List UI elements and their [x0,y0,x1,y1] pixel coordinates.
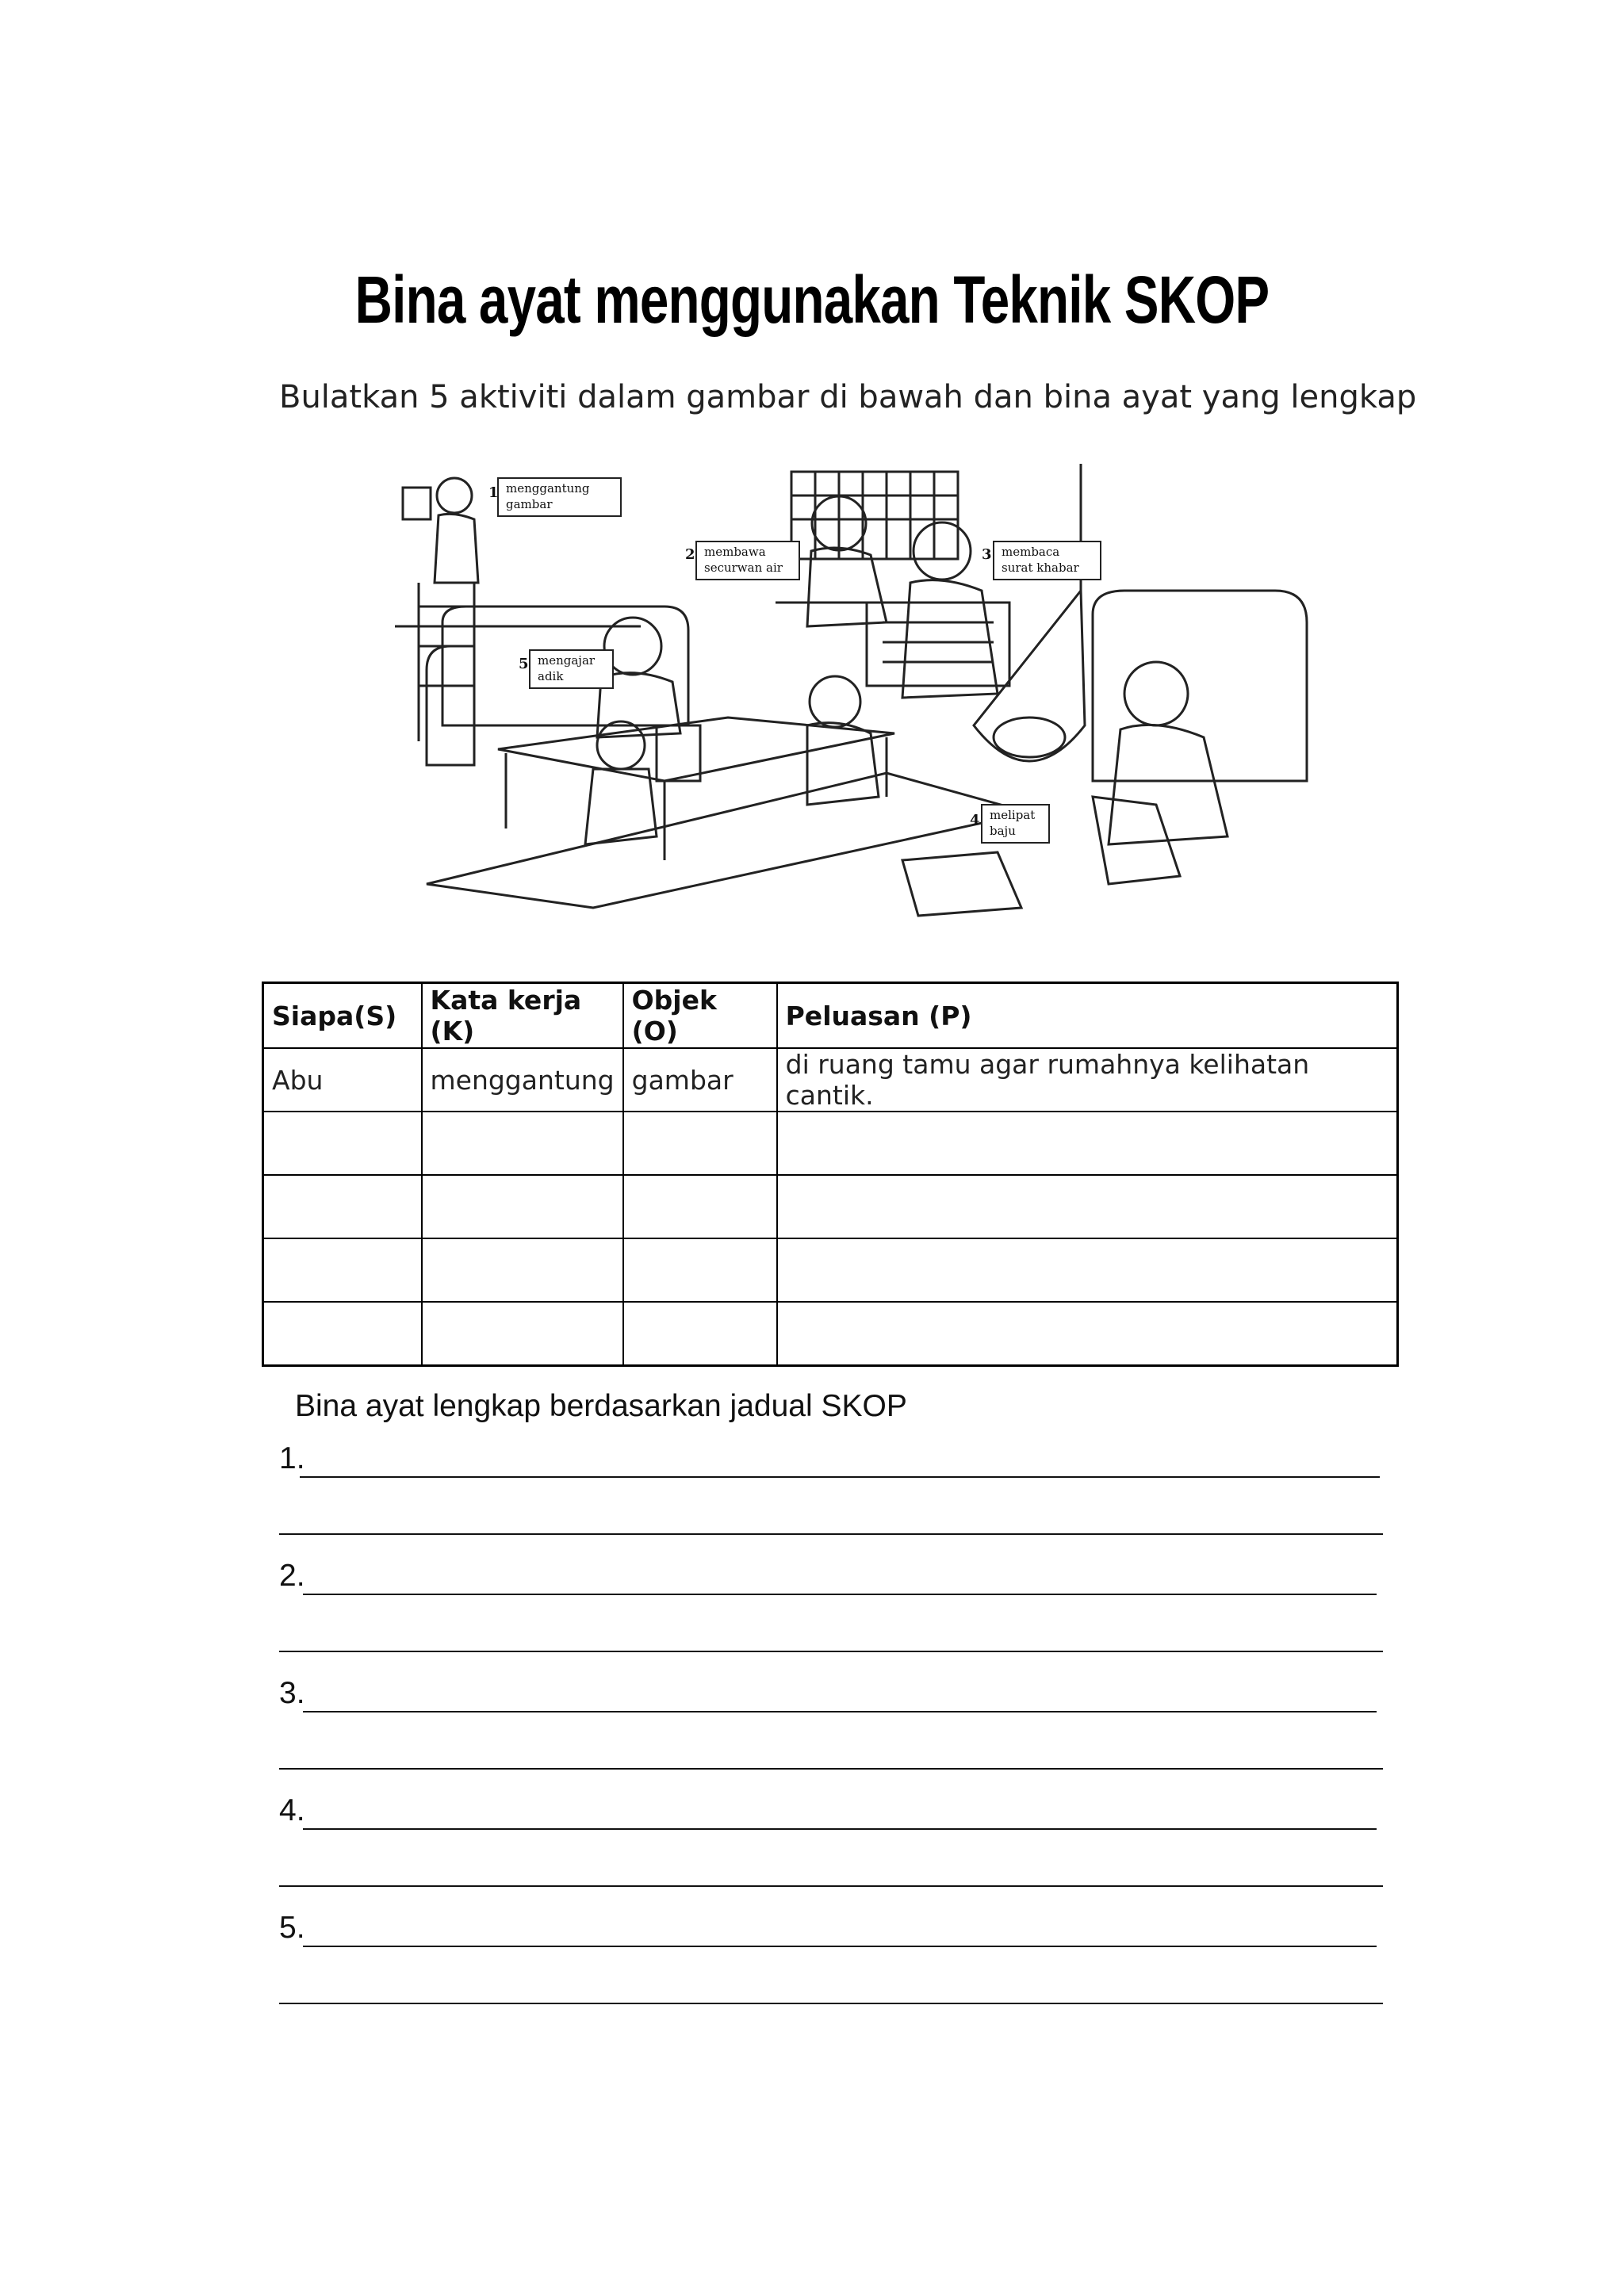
cell-peluasan[interactable] [777,1238,1398,1302]
cell-siapa[interactable] [263,1302,422,1366]
answer-line[interactable] [300,1476,1380,1478]
picture-frame [403,488,431,519]
sentence-number: 3. [279,1676,305,1710]
label-2-line1: membawa [704,545,766,559]
sentence-number: 4. [279,1793,305,1827]
folded-clothes [1093,797,1180,884]
cell-kata-kerja[interactable] [422,1238,623,1302]
header-siapa: Siapa(S) [263,983,422,1049]
cell-objek[interactable] [623,1238,777,1302]
header-objek: Objek (O) [623,983,777,1049]
answer-line[interactable] [279,1533,1383,1535]
cell-siapa[interactable] [263,1112,422,1175]
label-4-line2: baju [990,824,1016,838]
sentence-number: 2. [279,1559,305,1593]
page-title: Bina ayat menggunakan Teknik SKOP [354,262,1270,337]
cell-objek[interactable] [623,1302,777,1366]
label-4-num: 4 [970,812,980,828]
skop-table [262,982,1399,1367]
label-5-line2: adik [538,669,564,683]
label-2-num: 2 [685,546,695,563]
answer-line[interactable] [279,1768,1383,1770]
cell-peluasan[interactable] [777,1302,1398,1366]
table-row [263,1302,1398,1366]
header-kata-kerja: Kata kerja (K) [422,983,623,1049]
answer-line[interactable] [303,1946,1377,1947]
label-3-line1: membaca [1002,545,1060,559]
table-row [263,1175,1398,1238]
cell-kata-kerja[interactable] [422,1112,623,1175]
sentence-number: 1. [279,1441,305,1475]
label-1-line1: menggantung [506,481,590,496]
table-row [263,1048,1398,1112]
answer-line[interactable] [279,2003,1383,2004]
cell-siapa: Abu [263,1048,422,1112]
sentences-heading: Bina ayat lengkap berdasarkan jadual SKOP [295,1389,907,1423]
cell-kata-kerja[interactable] [422,1175,623,1238]
cell-peluasan: di ruang tamu agar rumahnya kelihatan cantik. [777,1048,1398,1112]
cell-peluasan[interactable] [777,1175,1398,1238]
cell-objek: gambar [623,1048,777,1112]
newspaper [867,603,1009,686]
cell-kata-kerja[interactable] [422,1302,623,1366]
answer-line[interactable] [303,1828,1377,1830]
answer-line[interactable] [303,1594,1377,1595]
table-row [263,1112,1398,1175]
header-peluasan: Peluasan (P) [777,983,1398,1049]
cell-peluasan[interactable] [777,1112,1398,1175]
label-5-line1: mengajar [538,653,596,668]
table-row [263,1238,1398,1302]
table-header-row [263,983,1398,1049]
instruction-text: Bulatkan 5 aktiviti dalam gambar di bawah dan bina ayat yang lengkap [279,379,1417,415]
baby-cradle [974,591,1085,761]
cell-kata-kerja: menggantung [422,1048,623,1112]
label-5-num: 5 [519,656,529,672]
label-1-num: 1 [488,484,499,501]
cell-objek[interactable] [623,1112,777,1175]
label-3-line2: surat khabar [1002,561,1079,575]
cell-objek[interactable] [623,1175,777,1238]
label-2-line2: securwan air [704,561,783,575]
answer-line[interactable] [279,1651,1383,1652]
cell-siapa[interactable] [263,1238,422,1302]
sentence-number: 5. [279,1911,305,1945]
family-activities-illustration [395,464,1315,932]
label-3-num: 3 [982,546,992,563]
answer-line[interactable] [303,1711,1377,1712]
answer-line[interactable] [279,1885,1383,1887]
label-4-line1: melipat [990,808,1036,822]
cell-siapa[interactable] [263,1175,422,1238]
label-1-line2: gambar [506,497,553,511]
